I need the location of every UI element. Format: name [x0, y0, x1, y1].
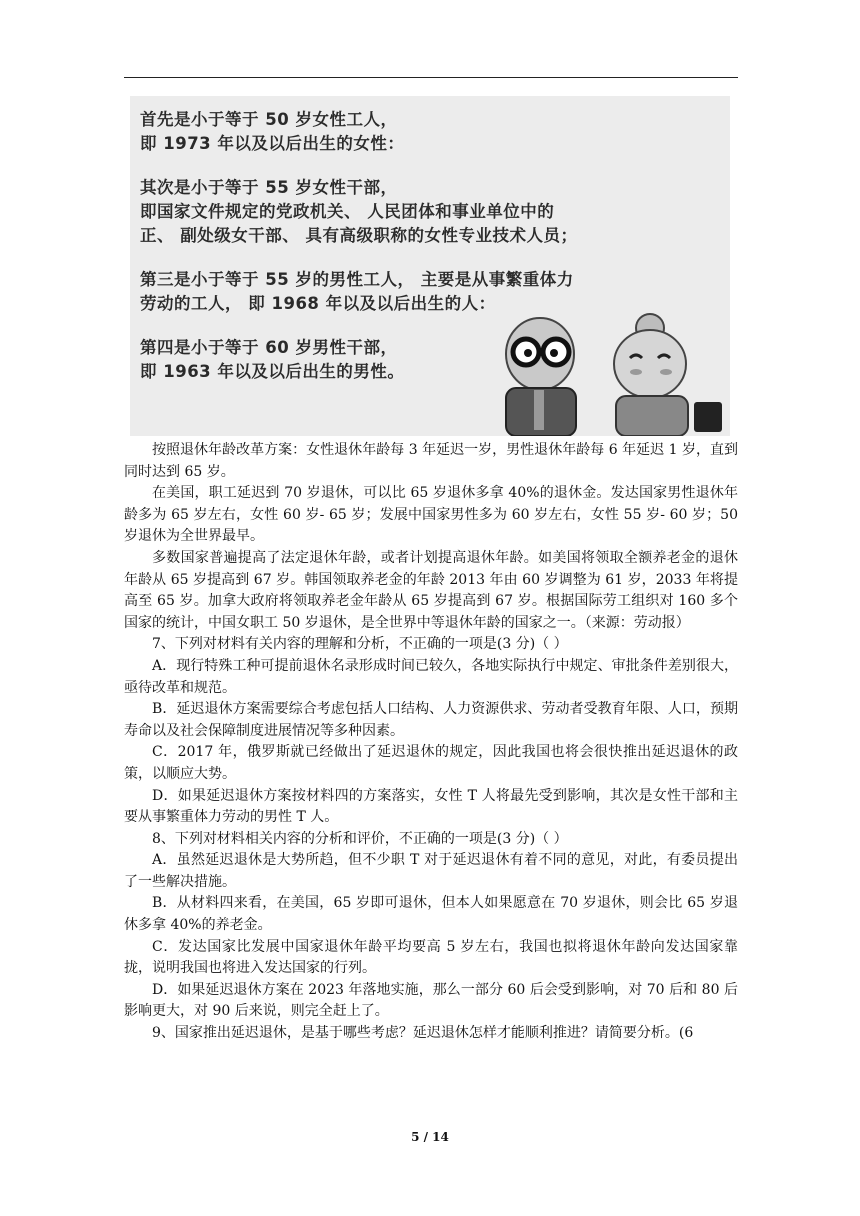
q8-option-c: C．发达国家比发展中国家退休年龄平均要高 5 岁左右，我国也拟将退休年龄向发达国家靠拢，说明我国也将进入发达国家的行列。: [124, 938, 738, 977]
paragraph-countries: 多数国家普遍提高了法定退休年龄，或者计划提高退休年龄。如美国将领取全额养老金的退休年龄从 65 岁提高到 67 岁。韩国领取养老金的年龄 2013 年由 60 岁调整为 61 岁，2033 年将提高至 65 岁。加拿大政府将领取养老金年龄从 65 岁提高到 67 岁。根据国际劳工组织对 160 多个国家的统计，中国女职工 50 岁退休，是全世界中等退休年龄的国家之一。（来源：劳动报）: [124, 549, 738, 631]
figure-line: 正、 副处级女干部、 具有高级职称的女性专业技术人员；: [140, 226, 578, 245]
elderly-couple-cartoon: [470, 306, 730, 436]
question-7: 7、下列对材料有关内容的理解和分析，不正确的一项是(3 分)（ ）: [152, 636, 568, 653]
figure-line: 劳动的工人， 即 1968 年以及以后出生的人：: [140, 294, 496, 313]
body-text: [124, 440, 738, 1045]
q7-option-c: C．2017 年，俄罗斯就已经做出了延迟退休的规定，因此我国也将会很快推出延迟退休的政策，以顺应大势。: [124, 744, 738, 782]
q8-option-a: A．虽然延迟退休是大势所趋，但不少职 T 对于延迟退休有着不同的意见，对此，有委员提出了一些解决措施。: [124, 852, 738, 890]
figure-image: [130, 96, 730, 436]
figure-line: 第三是小于等于 55 岁的男性工人， 主要是从事繁重体力: [140, 270, 574, 289]
q7-option-d: D．如果延迟退休方案按材料四的方案落实，女性 T 人将最先受到影响，其次是女性干部和主要从事繁重体力劳动的男性 T 人。: [124, 787, 738, 826]
figure-line: 即 1973 年以及以后出生的女性：: [140, 134, 405, 153]
paragraph-usa: 在美国，职工延迟到 70 岁退休，可以比 65 岁退休多拿 40%的退休金。发达国家男性退休年龄多为 65 岁左右，女性 60 岁- 65 岁；发展中国家男性多为 60 岁左右，女性 55 岁- 60 岁；50 岁退休为全世界最早。: [124, 485, 738, 545]
figure-line: 其次是小于等于 55 岁女性干部，: [140, 178, 398, 197]
q7-option-a: A．现行特殊工种可提前退休名录形成时间已较久，各地实际执行中规定、审批条件差别很大，亟待改革和规范。: [124, 657, 738, 696]
old-man-figure: [506, 318, 576, 436]
paragraph-reform-plan: 按照退休年龄改革方案：女性退休年龄每 3 年延迟一岁，男性退休年龄每 6 年延迟 1 岁，直到同时达到 65 岁。: [124, 442, 738, 480]
q8-option-d: D．如果延迟退休方案在 2023 年落地实施，那么一部分 60 后会受到影响，对 70 后和 80 后影响更大，对 90 后来说，则完全赶上了。: [124, 981, 738, 1020]
question-8: 8、下列对材料相关内容的分析和评价，不正确的一项是(3 分)（ ）: [152, 830, 568, 847]
header-rule: [124, 77, 738, 78]
figure-line: 即 1963 年以及以后出生的男性。: [140, 362, 405, 381]
figure-line: 首先是小于等于 50 岁女性工人，: [140, 110, 398, 129]
question-9: 9、国家推出延迟退休，是基于哪些考虑？延迟退休怎样才能顺利推进？请简要分析。(6: [152, 1025, 694, 1042]
q8-option-b: B．从材料四来看，在美国，65 岁即可退休，但本人如果愿意在 70 岁退休，则会比 65 岁退休多拿 40%的养老金。: [124, 895, 738, 934]
figure-line: 即国家文件规定的党政机关、 人民团体和事业单位中的: [140, 202, 555, 221]
old-woman-figure: [614, 314, 722, 436]
q7-option-b: B．延迟退休方案需要综合考虑包括人口结构、人力资源供求、劳动者受教育年限、人口，预期寿命以及社会保障制度进展情况等多种因素。: [124, 701, 738, 739]
page-number: 5 / 14: [411, 1130, 449, 1144]
figure-line: 第四是小于等于 60 岁男性干部，: [140, 338, 398, 357]
